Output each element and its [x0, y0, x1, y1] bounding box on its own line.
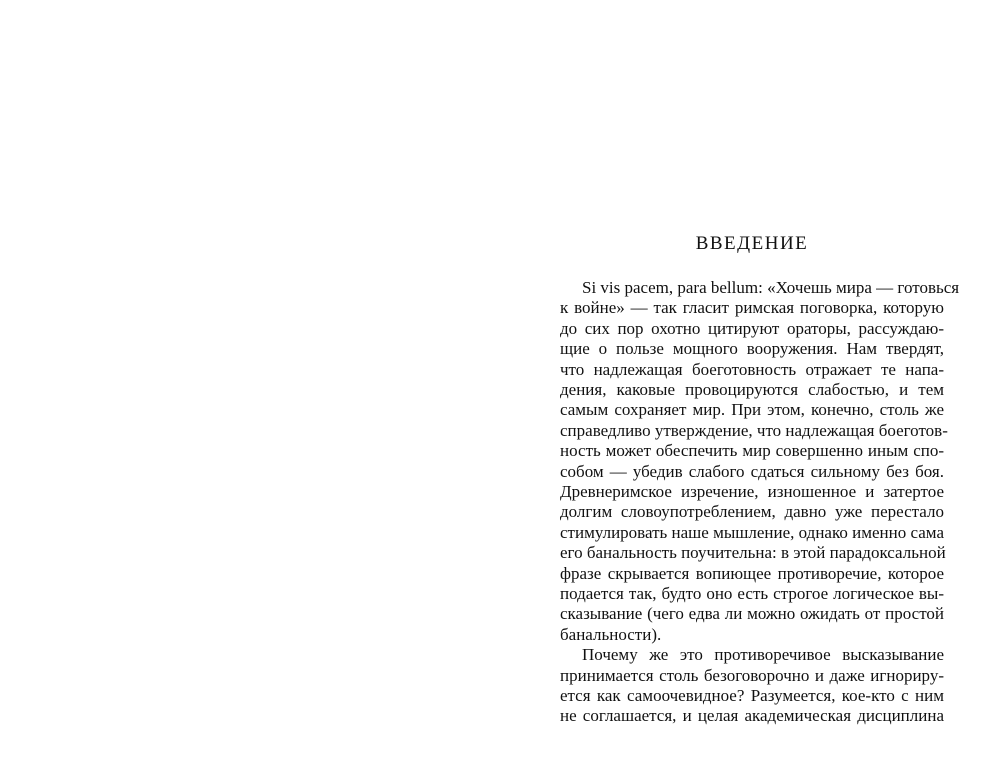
text-line: к войне» — так гласит римская поговорка, которую [560, 298, 944, 318]
text-line: до сих пор охотно цитируют ораторы, рассуждаю- [560, 318, 944, 338]
text-line: фразе скрывается вопиющее противоречие, которое [560, 563, 944, 583]
chapter-heading: ВВЕДЕНИЕ [695, 233, 809, 254]
text-line: собом — убедив слабого сдаться сильному без боя. [560, 461, 944, 481]
text-line: подается так, будто оно есть строгое логическое вы- [560, 584, 944, 603]
text-line: сказывание (чего едва ли можно ожидать от простой [560, 604, 944, 624]
text-line: Древнеримское изречение, изношенное и затертое [560, 482, 944, 501]
text-line: не соглашается, и целая академическая дисциплина [560, 706, 944, 726]
text-line: банальности). [560, 624, 662, 644]
text-line: стимулировать наше мышление, однако именно сама [560, 522, 944, 542]
text-line: дения, каковые провоцируются слабостью, и тем [560, 380, 944, 399]
text-line: щие о пользе мощного вооружения. Нам твердят, [560, 339, 944, 359]
text-line: справедливо утверждение, что надлежащая боеготов- [560, 420, 948, 440]
text-line: долгим словоупотреблением, давно уже перестало [560, 502, 944, 522]
text-line: что надлежащая боеготовность отражает те напа- [560, 359, 944, 379]
text-line: Почему же это противоречивое высказывание [582, 645, 944, 665]
text-line: ность может обеспечить мир совершенно иным спо- [560, 441, 944, 461]
text-line: ется как самоочевидное? Разумеется, кое-кто с ним [560, 686, 944, 705]
text-line: Si vis pacem, para bellum: «Хочешь мира — готовься [582, 278, 960, 297]
text-line: его банальность поучительна: в этой парадоксальной [560, 543, 946, 563]
text-line: принимается столь безоговорочно и даже игнориру- [560, 665, 944, 685]
text-line: самым сохраняет мир. При этом, конечно, столь же [560, 400, 944, 420]
